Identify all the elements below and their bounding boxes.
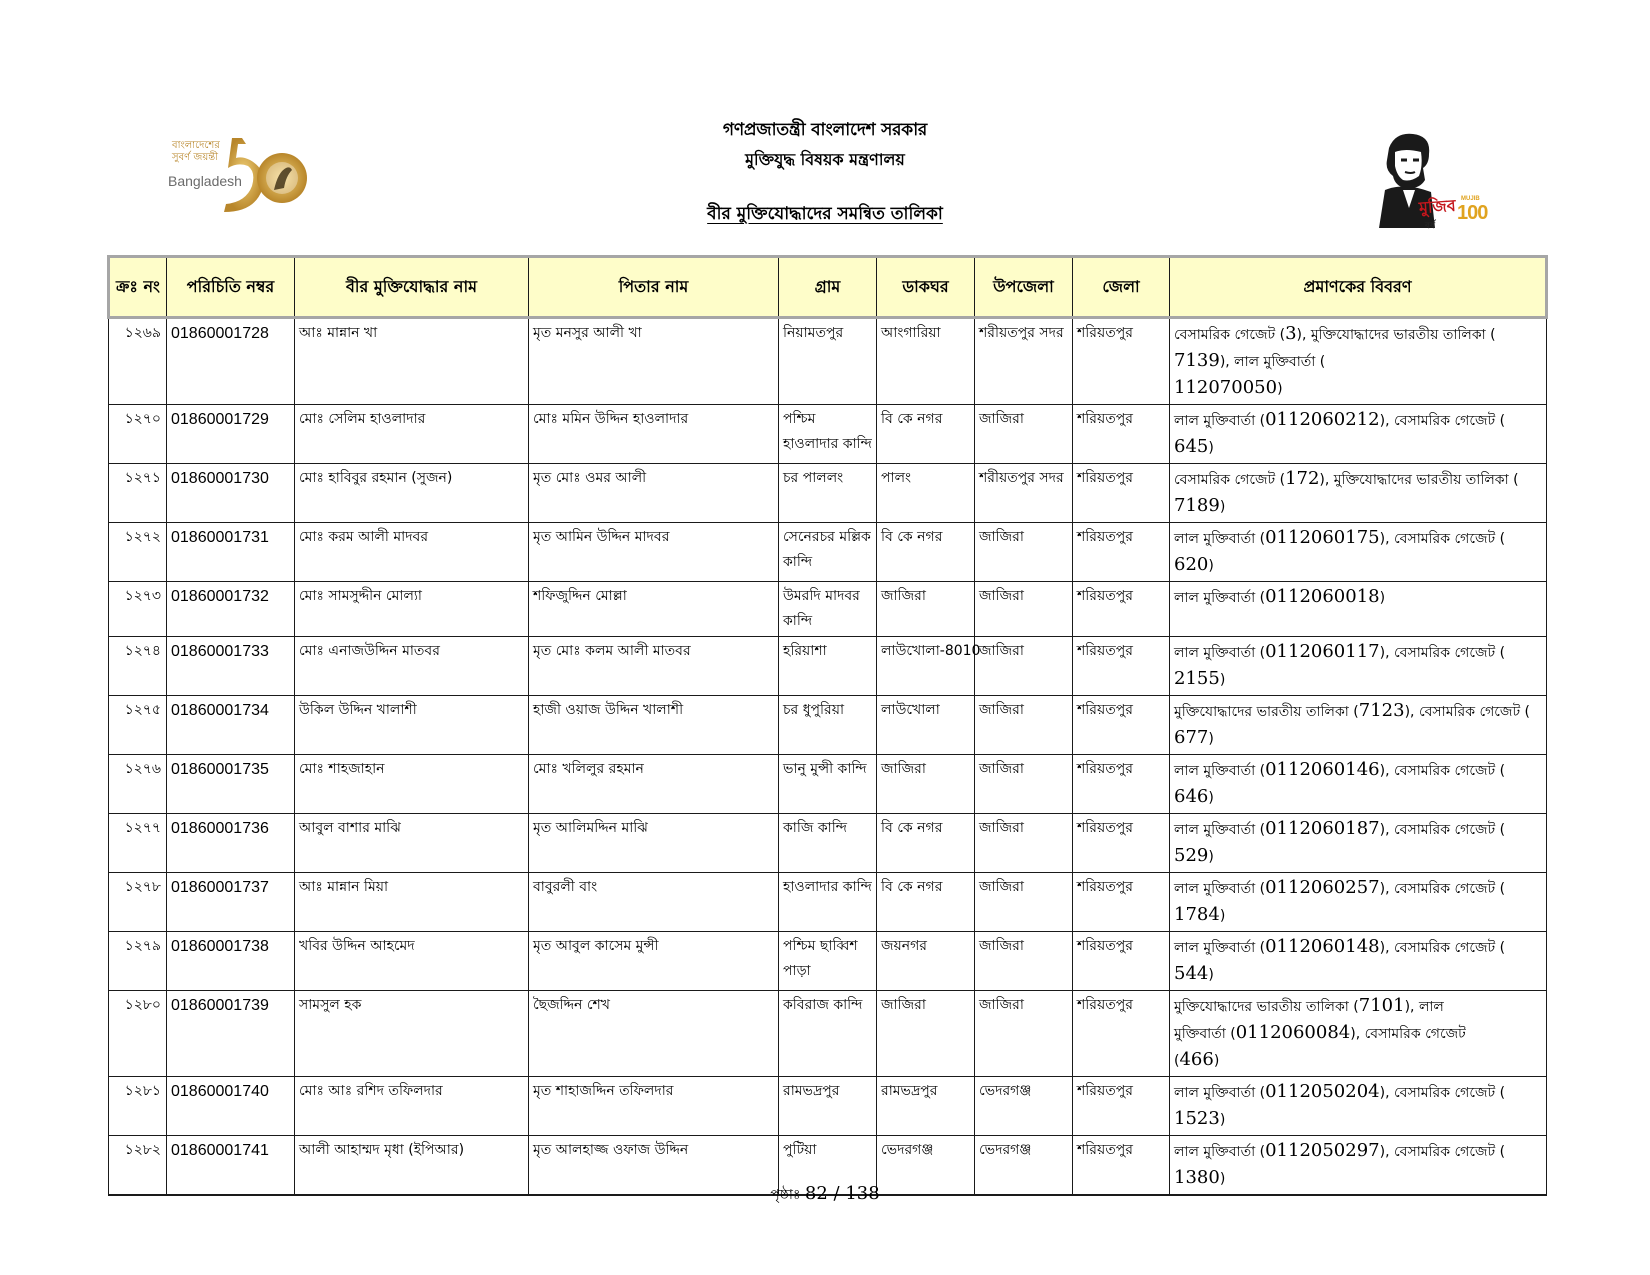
evidence-cell bbox=[1170, 696, 1547, 755]
father-name-cell: মৃত মনসুর আলী খা bbox=[529, 318, 779, 405]
evidence-number: 0112060175 bbox=[1265, 527, 1380, 548]
evidence-number: 2155 bbox=[1174, 668, 1220, 689]
evidence-line bbox=[1174, 698, 1542, 725]
village-cell: সেনেরচর মল্লিক কান্দি bbox=[779, 523, 877, 582]
district-cell: শরিয়তপুর bbox=[1073, 873, 1170, 932]
name-cell: মোঃ করম আলী মাদবর bbox=[295, 523, 529, 582]
evidence-number: 466 bbox=[1179, 1049, 1214, 1070]
evidence-cell bbox=[1170, 318, 1547, 405]
serial-cell: ১২৬৯ bbox=[109, 318, 167, 405]
serial-cell: ১২৭৫ bbox=[109, 696, 167, 755]
table-header bbox=[109, 257, 1547, 318]
upazila-cell: জাজিরা bbox=[975, 696, 1073, 755]
evidence-number: 0112060117 bbox=[1265, 641, 1380, 662]
evidence-text: ), বেসামরিক গেজেট ( bbox=[1404, 704, 1530, 720]
col-header-serial: ক্রঃ নং bbox=[109, 257, 167, 318]
evidence-text: লাল মুক্তিবার্তা ( bbox=[1174, 531, 1266, 547]
evidence-line bbox=[1174, 525, 1542, 552]
evidence-text: বেসামরিক গেজেট ( bbox=[1174, 327, 1286, 343]
village-cell: নিয়ামতপুর bbox=[779, 318, 877, 405]
evidence-number: 620 bbox=[1174, 554, 1209, 575]
evidence-text: ) bbox=[1219, 499, 1226, 515]
table-row bbox=[109, 932, 1547, 991]
page-number: 82 / 138 bbox=[804, 1183, 880, 1204]
table-row bbox=[109, 637, 1547, 696]
evidence-number: 645 bbox=[1174, 436, 1209, 457]
table-body bbox=[109, 318, 1547, 1196]
evidence-text: ) bbox=[1219, 672, 1226, 688]
evidence-line bbox=[1174, 1020, 1542, 1047]
district-cell: শরিয়তপুর bbox=[1073, 991, 1170, 1077]
upazila-cell: জাজিরা bbox=[975, 814, 1073, 873]
evidence-cell bbox=[1170, 405, 1547, 464]
evidence-cell bbox=[1170, 755, 1547, 814]
evidence-text: ) bbox=[1219, 1112, 1226, 1128]
evidence-line bbox=[1174, 493, 1542, 520]
evidence-text: ), বেসামরিক গেজেট ( bbox=[1379, 1085, 1506, 1101]
evidence-number: 172 bbox=[1285, 468, 1320, 489]
evidence-number: 7139 bbox=[1174, 350, 1220, 371]
evidence-cell bbox=[1170, 523, 1547, 582]
district-cell: শরিয়তপুর bbox=[1073, 405, 1170, 464]
serial-cell: ১২৭০ bbox=[109, 405, 167, 464]
name-cell: মোঃ আঃ রশিদ তফিলদার bbox=[295, 1077, 529, 1136]
jubilee-bn-text: বাংলাদেশের সুবর্ণ জয়ন্তী bbox=[172, 140, 220, 163]
evidence-number: 3 bbox=[1285, 323, 1297, 344]
id-cell: 01860001730 bbox=[167, 464, 295, 523]
col-header-id: পরিচিতি নম্বর bbox=[167, 257, 295, 318]
mujib-en-text: MUJIB bbox=[1461, 196, 1480, 202]
evidence-text: লাল মুক্তিবার্তা ( bbox=[1174, 413, 1266, 429]
village-cell: পশ্চিম ছাব্বিশ পাড়া bbox=[779, 932, 877, 991]
evidence-text: লাল মুক্তিবার্তা ( bbox=[1174, 881, 1266, 897]
jubilee-en-text: Bangladesh bbox=[168, 173, 242, 189]
id-cell: 01860001736 bbox=[167, 814, 295, 873]
table-row bbox=[109, 582, 1547, 637]
name-cell: আঃ মান্নান খা bbox=[295, 318, 529, 405]
serial-cell: ১২৭৭ bbox=[109, 814, 167, 873]
post-office-cell: লাউখোলা bbox=[877, 696, 975, 755]
evidence-number: 7101 bbox=[1358, 995, 1405, 1016]
id-cell: 01860001735 bbox=[167, 755, 295, 814]
evidence-line bbox=[1174, 725, 1542, 752]
upazila-cell: জাজিরা bbox=[975, 582, 1073, 637]
evidence-text: মুক্তিবার্তা ( bbox=[1174, 1026, 1236, 1042]
evidence-cell bbox=[1170, 464, 1547, 523]
id-cell: 01860001734 bbox=[167, 696, 295, 755]
name-cell: আলী আহাম্মদ মৃধা (ইপিআর) bbox=[295, 1136, 529, 1196]
evidence-line bbox=[1174, 902, 1542, 929]
upazila-cell: জাজিরা bbox=[975, 637, 1073, 696]
table-row bbox=[109, 1077, 1547, 1136]
evidence-number: 1523 bbox=[1174, 1108, 1220, 1129]
evidence-text: লাল মুক্তিবার্তা ( bbox=[1174, 940, 1266, 956]
serial-cell: ১২৭৯ bbox=[109, 932, 167, 991]
table-row bbox=[109, 523, 1547, 582]
post-office-cell: পালং bbox=[877, 464, 975, 523]
village-cell: উমরদি মাদবর কান্দি bbox=[779, 582, 877, 637]
village-cell: চর পাললং bbox=[779, 464, 877, 523]
list-title-text: বীর মুক্তিযোদ্ধাদের সমন্বিত তালিকা bbox=[707, 204, 943, 224]
district-cell: শরিয়তপুর bbox=[1073, 1077, 1170, 1136]
evidence-line bbox=[1174, 434, 1542, 461]
evidence-text: মুক্তিযোদ্ধাদের ভারতীয় তালিকা ( bbox=[1174, 704, 1359, 720]
col-header-name: বীর মুক্তিযোদ্ধার নাম bbox=[295, 257, 529, 318]
upazila-cell: জাজিরা bbox=[975, 523, 1073, 582]
father-name-cell: মৃত মোঃ কলম আলী মাতবর bbox=[529, 637, 779, 696]
evidence-text: ) bbox=[1379, 590, 1386, 606]
page-header bbox=[0, 0, 1650, 240]
table-row bbox=[109, 991, 1547, 1077]
col-header-upazila: উপজেলা bbox=[975, 257, 1073, 318]
serial-cell: ১২৭৮ bbox=[109, 873, 167, 932]
village-cell: হাওলাদার কান্দি bbox=[779, 873, 877, 932]
post-office-cell: লাউখোলা-8010 bbox=[877, 637, 975, 696]
evidence-line bbox=[1174, 961, 1542, 988]
evidence-text: ), বেসামরিক গেজেট ( bbox=[1379, 413, 1506, 429]
evidence-line bbox=[1174, 466, 1542, 493]
name-cell: মোঃ শাহজাহান bbox=[295, 755, 529, 814]
evidence-number: 112070050 bbox=[1174, 377, 1278, 398]
upazila-cell: শরীয়তপুর সদর bbox=[975, 464, 1073, 523]
evidence-text: ), মুক্তিযোদ্ধাদের ভারতীয় তালিকা ( bbox=[1296, 327, 1496, 343]
name-cell: আঃ মান্নান মিয়া bbox=[295, 873, 529, 932]
evidence-number: 0112060018 bbox=[1265, 586, 1380, 607]
district-cell: শরিয়তপুর bbox=[1073, 814, 1170, 873]
father-name-cell: হাজী ওয়াজ উদ্দিন খালাশী bbox=[529, 696, 779, 755]
col-header-village: গ্রাম bbox=[779, 257, 877, 318]
father-name-cell: মৃত মোঃ ওমর আলী bbox=[529, 464, 779, 523]
village-cell: কাজি কান্দি bbox=[779, 814, 877, 873]
district-cell: শরিয়তপুর bbox=[1073, 932, 1170, 991]
post-office-cell: বি কে নগর bbox=[877, 405, 975, 464]
district-cell: শরিয়তপুর bbox=[1073, 755, 1170, 814]
evidence-text: ) bbox=[1277, 381, 1283, 397]
evidence-line bbox=[1174, 584, 1542, 611]
id-cell: 01860001740 bbox=[167, 1077, 295, 1136]
village-cell: পুটিয়া bbox=[779, 1136, 877, 1196]
table-row bbox=[109, 814, 1547, 873]
upazila-cell: জাজিরা bbox=[975, 405, 1073, 464]
table-row bbox=[109, 464, 1547, 523]
borsho-text: বর্ষ bbox=[1425, 221, 1435, 231]
evidence-number: 7189 bbox=[1174, 495, 1220, 516]
serial-cell: ১২৮০ bbox=[109, 991, 167, 1077]
evidence-number: 0112060257 bbox=[1265, 877, 1380, 898]
evidence-text: ), বেসামরিক গেজেট ( bbox=[1379, 531, 1506, 547]
evidence-line bbox=[1174, 993, 1542, 1020]
district-cell: শরিয়তপুর bbox=[1073, 696, 1170, 755]
evidence-text: ), বেসামরিক গেজেট ( bbox=[1379, 822, 1506, 838]
father-name-cell: মৃত আমিন উদ্দিন মাদবর bbox=[529, 523, 779, 582]
name-cell: মোঃ এনাজউদ্দিন মাতবর bbox=[295, 637, 529, 696]
name-cell: সামসুল হক bbox=[295, 991, 529, 1077]
evidence-number: 0112050297 bbox=[1265, 1140, 1380, 1161]
district-cell: শরিয়তপুর bbox=[1073, 582, 1170, 637]
evidence-text: ) bbox=[1219, 1171, 1226, 1187]
evidence-line bbox=[1174, 666, 1542, 693]
evidence-text: ), লাল bbox=[1404, 999, 1444, 1015]
table-row bbox=[109, 405, 1547, 464]
evidence-number: 0112060146 bbox=[1265, 759, 1380, 780]
evidence-line bbox=[1174, 757, 1542, 784]
evidence-line bbox=[1174, 1047, 1542, 1074]
evidence-number: 529 bbox=[1174, 845, 1209, 866]
post-office-cell: রামভদ্রপুর bbox=[877, 1077, 975, 1136]
evidence-number: 646 bbox=[1174, 786, 1209, 807]
father-name-cell: মোঃ খলিলুর রহমান bbox=[529, 755, 779, 814]
evidence-text: মুক্তিযোদ্ধাদের ভারতীয় তালিকা ( bbox=[1174, 999, 1359, 1015]
evidence-cell bbox=[1170, 991, 1547, 1077]
evidence-number: 677 bbox=[1174, 727, 1209, 748]
father-name-cell: শফিজুদ্দিন মোল্লা bbox=[529, 582, 779, 637]
post-office-cell: জাজিরা bbox=[877, 991, 975, 1077]
father-name-cell: বাবুরলী বাং bbox=[529, 873, 779, 932]
district-cell: শরিয়তপুর bbox=[1073, 1136, 1170, 1196]
upazila-cell: ভেদরগঞ্জ bbox=[975, 1136, 1073, 1196]
table-row bbox=[109, 318, 1547, 405]
serial-cell: ১২৭৪ bbox=[109, 637, 167, 696]
village-cell: কবিরাজ কান্দি bbox=[779, 991, 877, 1077]
evidence-text: ), বেসামরিক গেজেট ( bbox=[1379, 645, 1506, 661]
evidence-line bbox=[1174, 875, 1542, 902]
evidence-line bbox=[1174, 816, 1542, 843]
village-cell: চর ধুপুরিয়া bbox=[779, 696, 877, 755]
col-header-evidence: প্রমাণকের বিবরণ bbox=[1170, 257, 1547, 318]
page-label: পৃষ্ঠাঃ bbox=[770, 1187, 801, 1203]
evidence-line bbox=[1174, 348, 1542, 375]
post-office-cell: বি কে নগর bbox=[877, 873, 975, 932]
upazila-cell: শরীয়তপুর সদর bbox=[975, 318, 1073, 405]
evidence-text: ( bbox=[1174, 1053, 1180, 1069]
father-name-cell: মৃত আবুল কাসেম মুন্সী bbox=[529, 932, 779, 991]
name-cell: উকিল উদ্দিন খালাশী bbox=[295, 696, 529, 755]
serial-cell: ১২৭২ bbox=[109, 523, 167, 582]
district-cell: শরিয়তপুর bbox=[1073, 464, 1170, 523]
evidence-line bbox=[1174, 843, 1542, 870]
mujib-text: মুজিব bbox=[1418, 195, 1457, 218]
name-cell: আবুল বাশার মাঝি bbox=[295, 814, 529, 873]
id-cell: 01860001728 bbox=[167, 318, 295, 405]
evidence-cell bbox=[1170, 582, 1547, 637]
upazila-cell: জাজিরা bbox=[975, 755, 1073, 814]
upazila-cell: জাজিরা bbox=[975, 873, 1073, 932]
page-footer bbox=[0, 1183, 1650, 1207]
evidence-text: লাল মুক্তিবার্তা ( bbox=[1174, 1144, 1266, 1160]
government-title: গণপ্রজাতন্ত্রী বাংলাদেশ সরকার bbox=[722, 120, 928, 140]
evidence-text: ) bbox=[1208, 731, 1214, 747]
evidence-line bbox=[1174, 784, 1542, 811]
id-cell: 01860001732 bbox=[167, 582, 295, 637]
evidence-text: ) bbox=[1213, 1053, 1220, 1069]
evidence-text: ) bbox=[1208, 558, 1214, 574]
district-cell: শরিয়তপুর bbox=[1073, 637, 1170, 696]
id-cell: 01860001731 bbox=[167, 523, 295, 582]
evidence-number: 1380 bbox=[1174, 1167, 1220, 1188]
serial-cell: ১২৭৬ bbox=[109, 755, 167, 814]
post-office-cell: বি কে নগর bbox=[877, 523, 975, 582]
evidence-number: 1784 bbox=[1174, 904, 1220, 925]
evidence-cell bbox=[1170, 873, 1547, 932]
evidence-text: ) bbox=[1208, 849, 1214, 865]
evidence-line bbox=[1174, 375, 1542, 402]
evidence-line bbox=[1174, 552, 1542, 579]
district-cell: শরিয়তপুর bbox=[1073, 523, 1170, 582]
col-header-father: পিতার নাম bbox=[529, 257, 779, 318]
evidence-number: 0112050204 bbox=[1265, 1081, 1380, 1102]
name-cell: মোঃ সেলিম হাওলাদার bbox=[295, 405, 529, 464]
evidence-text: ) bbox=[1208, 790, 1214, 806]
name-cell: খবির উদ্দিন আহমেদ bbox=[295, 932, 529, 991]
header-row bbox=[109, 257, 1547, 318]
evidence-line bbox=[1174, 1138, 1542, 1165]
father-name-cell: মৃত আলহাজ্জ ওফাজ উদ্দিন bbox=[529, 1136, 779, 1196]
village-cell: রামভদ্রপুর bbox=[779, 1077, 877, 1136]
name-cell: মোঃ হাবিবুর রহমান (সুজন) bbox=[295, 464, 529, 523]
evidence-text: ), বেসামরিক গেজেট bbox=[1350, 1026, 1466, 1042]
father-name-cell: মৃত শাহাজদ্দিন তফিলদার bbox=[529, 1077, 779, 1136]
upazila-cell: জাজিরা bbox=[975, 991, 1073, 1077]
evidence-text: ), বেসামরিক গেজেট ( bbox=[1379, 940, 1506, 956]
evidence-number: 0112060084 bbox=[1235, 1022, 1351, 1043]
evidence-text: ), লাল মুক্তিবার্তা ( bbox=[1219, 354, 1326, 370]
evidence-line bbox=[1174, 934, 1542, 961]
father-name-cell: মোঃ মমিন উদ্দিন হাওলাদার bbox=[529, 405, 779, 464]
evidence-line bbox=[1174, 1106, 1542, 1133]
freedom-fighters-table bbox=[107, 255, 1548, 1196]
father-name-cell: মৃত আলিমদ্দিন মাঝি bbox=[529, 814, 779, 873]
evidence-text: বেসামরিক গেজেট ( bbox=[1174, 472, 1286, 488]
id-cell: 01860001729 bbox=[167, 405, 295, 464]
evidence-cell bbox=[1170, 1077, 1547, 1136]
name-cell: মোঃ সামসুদ্দীন মোল্যা bbox=[295, 582, 529, 637]
evidence-text: ) bbox=[1219, 908, 1226, 924]
post-office-cell: বি কে নগর bbox=[877, 814, 975, 873]
post-office-cell: জয়নগর bbox=[877, 932, 975, 991]
evidence-text: লাল মুক্তিবার্তা ( bbox=[1174, 822, 1266, 838]
table-row bbox=[109, 873, 1547, 932]
evidence-text: ), বেসামরিক গেজেট ( bbox=[1379, 763, 1506, 779]
evidence-number: 7123 bbox=[1358, 700, 1405, 721]
id-cell: 01860001741 bbox=[167, 1136, 295, 1196]
hundred-text: 100 bbox=[1457, 202, 1488, 224]
serial-cell: ১২৭৩ bbox=[109, 582, 167, 637]
post-office-cell: আংগারিয়া bbox=[877, 318, 975, 405]
evidence-text: লাল মুক্তিবার্তা ( bbox=[1174, 590, 1266, 606]
evidence-cell bbox=[1170, 932, 1547, 991]
mujib-borsho-logo bbox=[1375, 130, 1488, 232]
evidence-line bbox=[1174, 639, 1542, 666]
evidence-text: ) bbox=[1208, 967, 1214, 983]
serial-cell: ১২৮২ bbox=[109, 1136, 167, 1196]
village-cell: পশ্চিম হাওলাদার কান্দি bbox=[779, 405, 877, 464]
father-name-cell: ছৈজদ্দিন শেখ bbox=[529, 991, 779, 1077]
ministry-title: মুক্তিযুদ্ধ বিষয়ক মন্ত্রণালয় bbox=[745, 150, 905, 169]
col-header-post: ডাকঘর bbox=[877, 257, 975, 318]
evidence-number: 544 bbox=[1174, 963, 1209, 984]
evidence-text: ), বেসামরিক গেজেট ( bbox=[1379, 881, 1506, 897]
id-cell: 01860001738 bbox=[167, 932, 295, 991]
serial-cell: ১২৭১ bbox=[109, 464, 167, 523]
post-office-cell: জাজিরা bbox=[877, 582, 975, 637]
evidence-number: 0112060187 bbox=[1265, 818, 1380, 839]
evidence-line bbox=[1174, 407, 1542, 434]
serial-cell: ১২৮১ bbox=[109, 1077, 167, 1136]
table-row bbox=[109, 755, 1547, 814]
evidence-line bbox=[1174, 321, 1542, 348]
post-office-cell: জাজিরা bbox=[877, 755, 975, 814]
evidence-text: ), মুক্তিযোদ্ধাদের ভারতীয় তালিকা ( bbox=[1319, 472, 1519, 488]
district-cell: শরিয়তপুর bbox=[1073, 318, 1170, 405]
village-cell: হরিয়াশা bbox=[779, 637, 877, 696]
evidence-cell bbox=[1170, 814, 1547, 873]
evidence-text: ) bbox=[1208, 440, 1214, 456]
id-cell: 01860001739 bbox=[167, 991, 295, 1077]
evidence-line bbox=[1174, 1079, 1542, 1106]
id-cell: 01860001737 bbox=[167, 873, 295, 932]
id-cell: 01860001733 bbox=[167, 637, 295, 696]
table-row bbox=[109, 696, 1547, 755]
evidence-text: ), বেসামরিক গেজেট ( bbox=[1379, 1144, 1506, 1160]
evidence-cell bbox=[1170, 637, 1547, 696]
evidence-number: 0112060148 bbox=[1265, 936, 1380, 957]
evidence-text: লাল মুক্তিবার্তা ( bbox=[1174, 763, 1266, 779]
evidence-text: লাল মুক্তিবার্তা ( bbox=[1174, 1085, 1266, 1101]
upazila-cell: জাজিরা bbox=[975, 932, 1073, 991]
evidence-number: 0112060212 bbox=[1265, 409, 1380, 430]
post-office-cell: ভেদরগঞ্জ bbox=[877, 1136, 975, 1196]
village-cell: ভানু মুন্সী কান্দি bbox=[779, 755, 877, 814]
col-header-district: জেলা bbox=[1073, 257, 1170, 318]
evidence-text: লাল মুক্তিবার্তা ( bbox=[1174, 645, 1266, 661]
upazila-cell: ভেদরগঞ্জ bbox=[975, 1077, 1073, 1136]
